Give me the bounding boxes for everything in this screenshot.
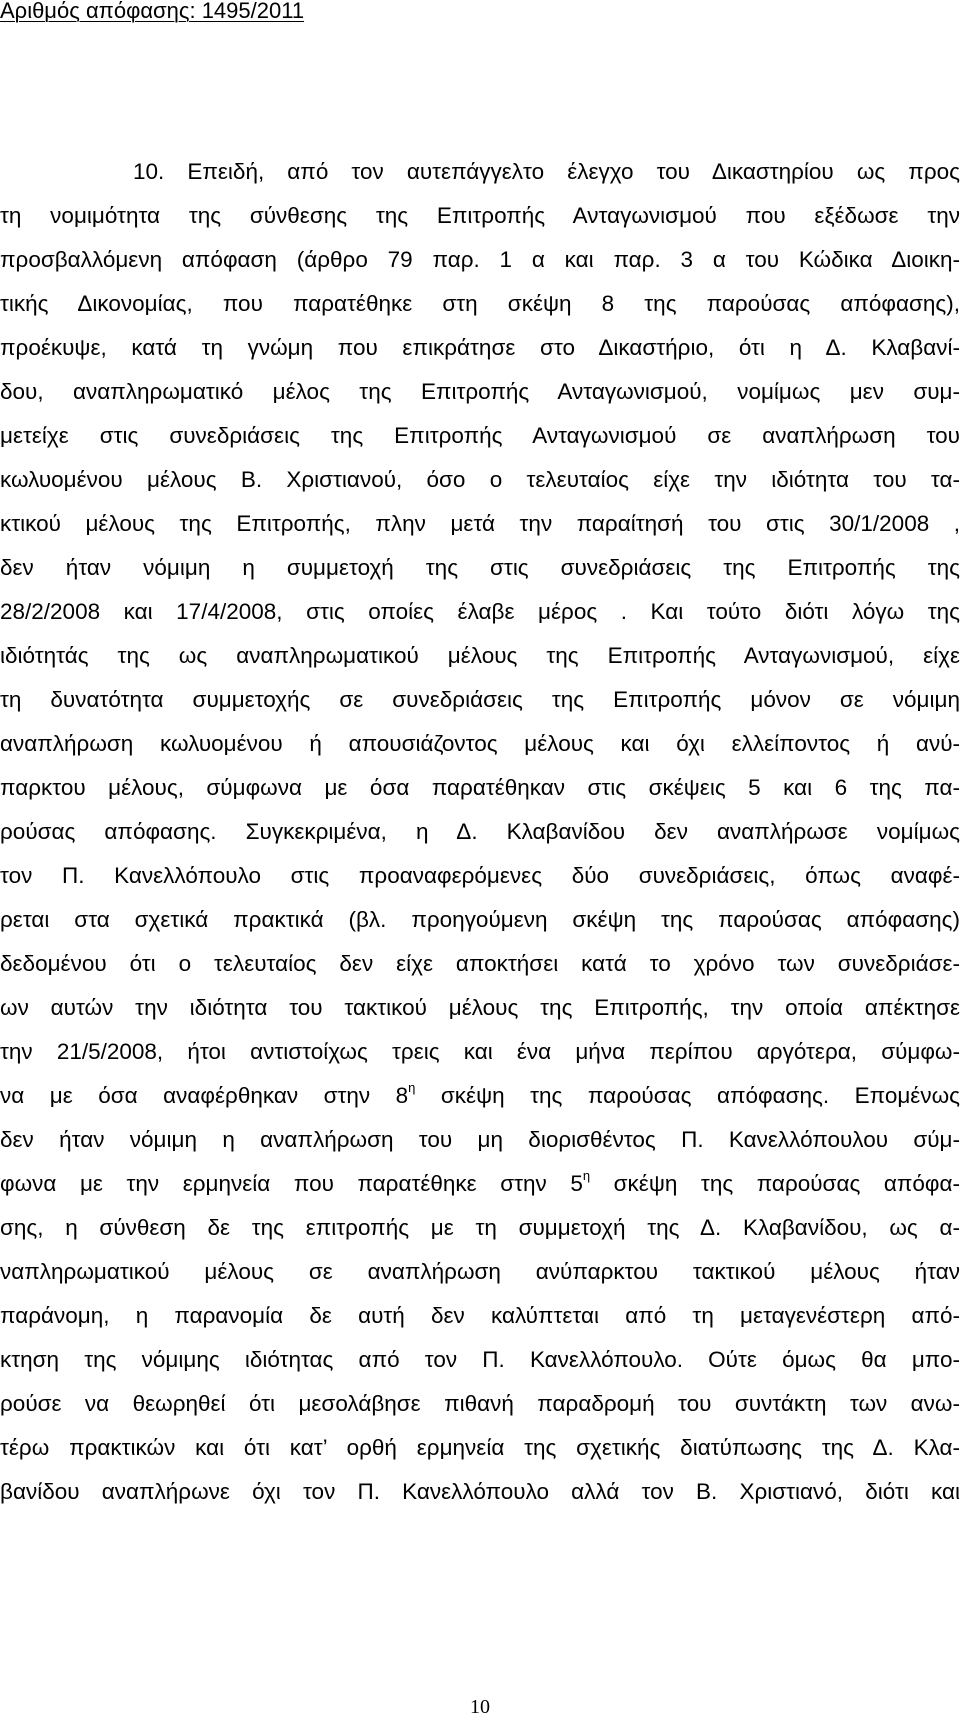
text-line: ναπληρωματικού μέλους σε αναπλήρωση ανύπαρκτου τακτικού μέλους ήταν <box>0 1259 960 1284</box>
text-line <box>0 1074 960 1118</box>
text-line: σης, η σύνθεση δε της επιτροπής με τη συμμετοχή της Δ. Κλαβανίδου, ως α- <box>0 1215 960 1240</box>
text-line: δεδομένου ότι ο τελευταίος δεν είχε αποκτήσει κατά το χρόνο των συνεδριάσε- <box>0 951 960 976</box>
text-line: προσβαλλόμενη απόφαση (άρθρο 79 παρ. 1 α και παρ. 3 α του Κώδικα Διοικη- <box>0 247 960 272</box>
text-line <box>0 1162 960 1206</box>
text-line: βανίδου αναπλήρωνε όχι τον Π. Κανελλόπουλο αλλά τον Β. Χριστιανό, διότι και <box>0 1479 960 1504</box>
page-number: 10 <box>470 1696 490 1718</box>
text-line: ων αυτών την ιδιότητα του τακτικού μέλους της Επιτροπής, την οποία απέκτησε <box>0 995 960 1020</box>
text-line: παράνομη, η παρανομία δε αυτή δεν καλύπτεται από τη μεταγενέστερη από- <box>0 1303 960 1328</box>
text-line: μετείχε στις συνεδριάσεις της Επιτροπής Ανταγωνισμού σε αναπλήρωση του <box>0 423 960 448</box>
text-line: προέκυψε, κατά τη γνώμη που επικράτησε στο Δικαστήριο, ότι η Δ. Κλαβανί- <box>0 335 960 360</box>
text-line: κτικού μέλους της Επιτροπής, πλην μετά την παραίτησή του στις 30/1/2008 , <box>0 511 960 536</box>
text-segment: φωνα με την ερμηνεία που παρατέθηκε στην 5 <box>0 1171 583 1196</box>
text-line: ρεται στα σχετικά πρακτικά (βλ. προηγούμενη σκέψη της παρούσας απόφασης) <box>0 907 960 932</box>
text-segment: σκέψη της παρούσας απόφα- <box>613 1171 960 1196</box>
ordinal-superscript: η <box>582 1168 591 1183</box>
text-line: κωλυομένου μέλους Β. Χριστιανού, όσο ο τελευταίος είχε την ιδιότητα του τα- <box>0 467 960 492</box>
text-line: ρούσας απόφασης. Συγκεκριμένα, η Δ. Κλαβανίδου δεν αναπλήρωσε νομίμως <box>0 819 960 844</box>
text-line: τη δυνατότητα συμμετοχής σε συνεδριάσεις της Επιτροπής μόνον σε νόμιμη <box>0 687 960 712</box>
text-line: αναπλήρωση κωλυομένου ή απουσιάζοντος μέλους και όχι ελλείποντος ή ανύ- <box>0 731 960 756</box>
ordinal-superscript: η <box>408 1080 416 1095</box>
text-line: τικής Δικονομίας, που παρατέθηκε στη σκέψη 8 της παρούσας απόφασης), <box>0 291 960 316</box>
text-line: δεν ήταν νόμιμη η συμμετοχή της στις συνεδριάσεις της Επιτροπής της <box>0 555 960 580</box>
text-segment: να με όσα αναφέρθηκαν στην 8 <box>0 1083 409 1108</box>
text-line: ρούσε να θεωρηθεί ότι μεσολάβησε πιθανή παραδρομή του συντάκτη των ανω- <box>0 1391 960 1416</box>
decision-number-header: Αριθμός απόφασης: 1495/2011 <box>0 0 305 23</box>
text-line: κτηση της νόμιμης ιδιότητας από τον Π. Κανελλόπουλο. Ούτε όμως θα μπο- <box>0 1347 960 1372</box>
text-line: 10. Επειδή, από τον αυτεπάγγελτο έλεγχο του Δικαστηρίου ως προς <box>133 159 960 184</box>
text-line: παρκτου μέλους, σύμφωνα με όσα παρατέθηκαν στις σκέψεις 5 και 6 της πα- <box>0 775 960 800</box>
text-line: την 21/5/2008, ήτοι αντιστοίχως τρεις και ένα μήνα περίπου αργότερα, σύμφω- <box>0 1039 960 1064</box>
text-line: τον Π. Κανελλόπουλο στις προαναφερόμενες δύο συνεδριάσεις, όπως αναφέ- <box>0 863 960 888</box>
text-line: δου, αναπληρωματικό μέλος της Επιτροπής Ανταγωνισμού, νομίμως μεν συμ- <box>0 379 960 404</box>
text-line: 28/2/2008 και 17/4/2008, στις οποίες έλαβε μέρος . Και τούτο διότι λόγω της <box>0 599 960 624</box>
decision-paragraph <box>0 150 960 1514</box>
text-line: δεν ήταν νόμιμη η αναπλήρωση του μη διορισθέντος Π. Κανελλόπουλου σύμ- <box>0 1127 960 1152</box>
text-line: τη νομιμότητα της σύνθεσης της Επιτροπής Ανταγωνισμού που εξέδωσε την <box>0 203 960 228</box>
text-line: ιδιότητάς της ως αναπληρωματικού μέλους της Επιτροπής Ανταγωνισμού, είχε <box>0 643 960 668</box>
text-line: τέρω πρακτικών και ότι κατ’ ορθή ερμηνεία της σχετικής διατύπωσης της Δ. Κλα- <box>0 1435 960 1460</box>
text-segment: σκέψη της παρούσας απόφασης. Επομένως <box>440 1083 960 1108</box>
